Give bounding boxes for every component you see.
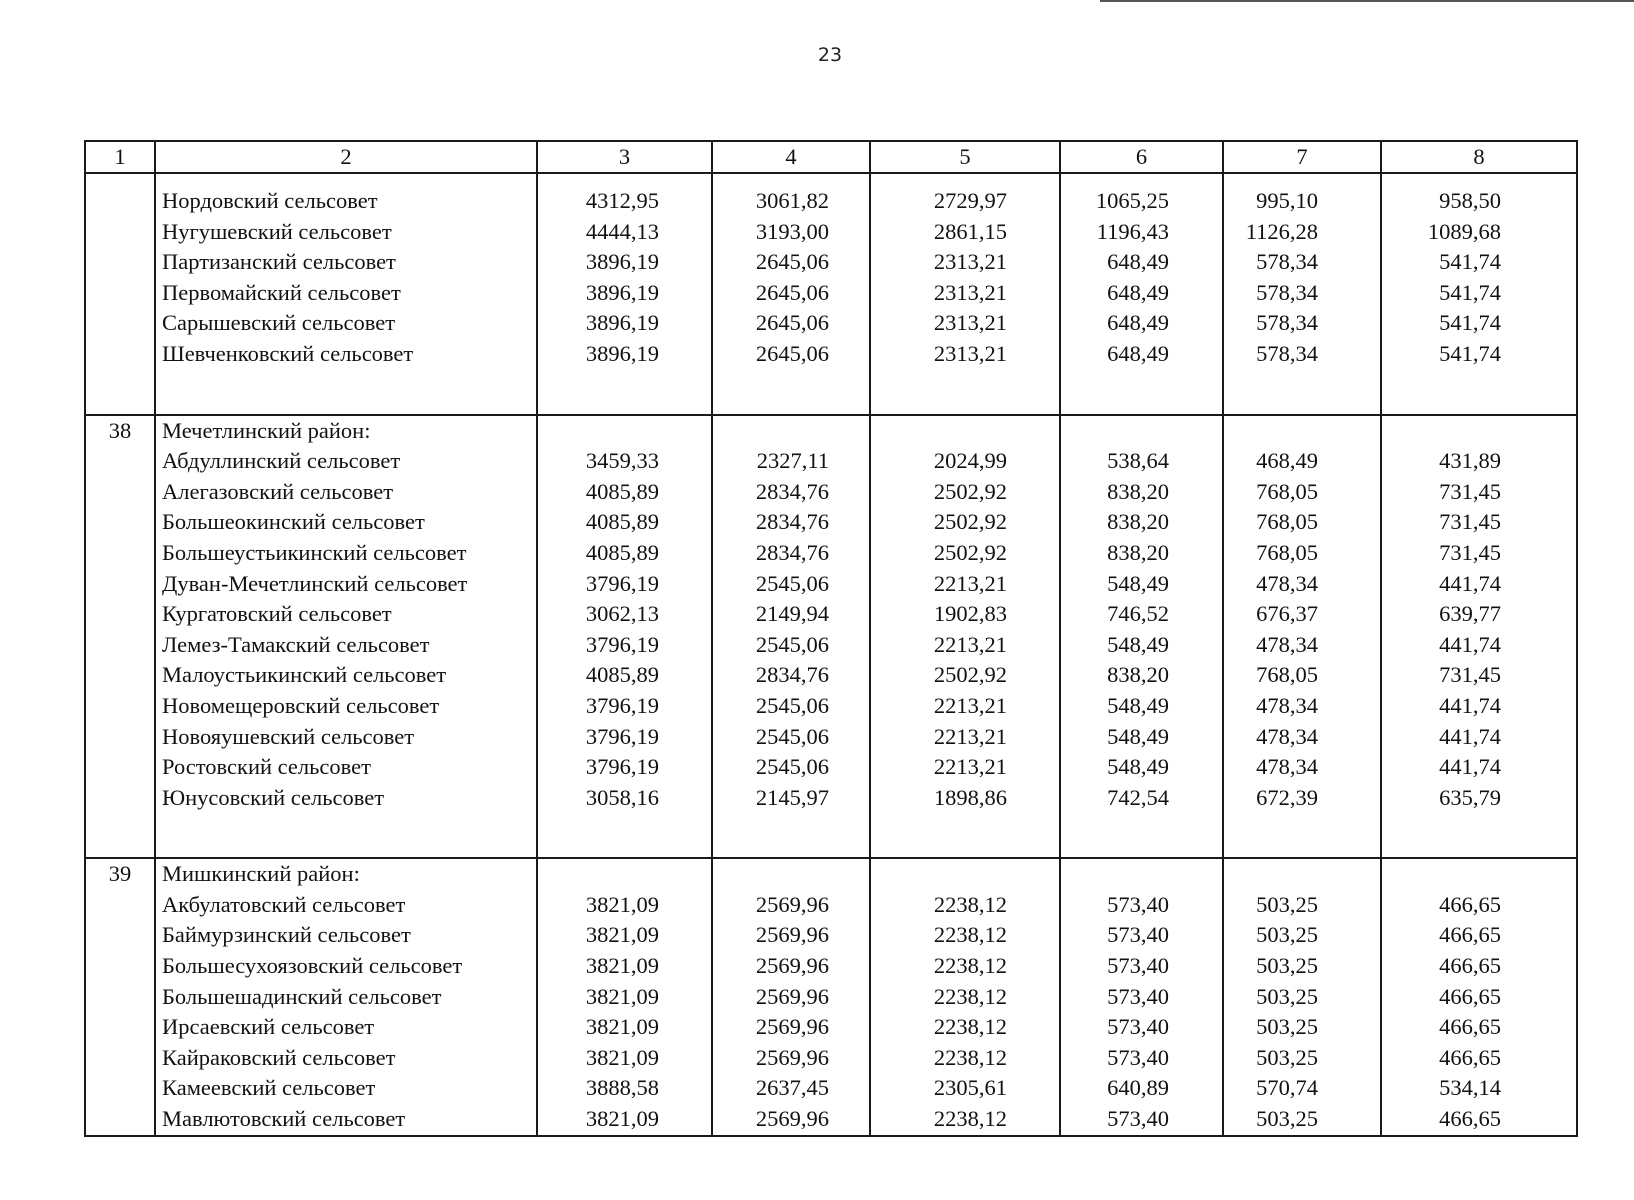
value-col-6: 548,49 [1060,722,1223,753]
empty-cell [537,415,712,447]
value-col-4: 2645,06 [712,308,870,339]
value-col-3: 4444,13 [537,217,712,248]
spacer-cell [537,370,712,415]
value-col-6: 548,49 [1060,752,1223,783]
value-col-3: 3896,19 [537,247,712,278]
value-col-4: 2569,96 [712,1043,870,1074]
value-col-8: 541,74 [1381,308,1577,339]
empty-cell [1060,415,1223,447]
value-col-4: 2834,76 [712,660,870,691]
value-col-7: 995,10 [1223,186,1381,217]
value-col-4: 3061,82 [712,186,870,217]
settlement-name: Нугушевский сельсовет [155,217,537,248]
spacer-cell [870,370,1060,415]
column-header: 3 [537,141,712,173]
value-col-3: 4085,89 [537,660,712,691]
value-col-4: 2637,45 [712,1073,870,1104]
table-row [85,339,1577,370]
value-col-4: 2569,96 [712,920,870,951]
value-col-8: 466,65 [1381,890,1577,921]
spacer-cell [155,813,537,858]
settlement-name: Сарышевский сельсовет [155,308,537,339]
value-col-7: 768,05 [1223,477,1381,508]
spacer-cell [537,813,712,858]
district-title: Мишкинский район: [155,858,537,890]
value-col-7: 503,25 [1223,982,1381,1013]
table-row [85,1012,1577,1043]
settlement-name: Камеевский сельсовет [155,1073,537,1104]
value-col-4: 2545,06 [712,569,870,600]
settlement-name: Партизанский сельсовет [155,247,537,278]
settlement-name: Большешадинский сельсовет [155,982,537,1013]
value-col-3: 3062,13 [537,599,712,630]
value-col-6: 538,64 [1060,446,1223,477]
row-number-cell [85,920,155,951]
row-number-cell [85,752,155,783]
value-col-3: 3821,09 [537,1012,712,1043]
value-col-5: 2238,12 [870,1012,1060,1043]
table-row [85,569,1577,600]
value-col-8: 466,65 [1381,1104,1577,1136]
value-col-3: 3896,19 [537,278,712,309]
empty-cell [1381,415,1577,447]
value-col-5: 2213,21 [870,752,1060,783]
value-col-5: 2238,12 [870,920,1060,951]
value-col-6: 548,49 [1060,569,1223,600]
settlement-name: Юнусовский сельсовет [155,783,537,814]
district-number: 38 [85,415,155,447]
value-col-3: 3796,19 [537,691,712,722]
spacer-cell [1381,370,1577,415]
value-col-5: 2238,12 [870,1043,1060,1074]
value-col-5: 2213,21 [870,569,1060,600]
value-col-6: 548,49 [1060,691,1223,722]
value-col-7: 768,05 [1223,538,1381,569]
settlement-name: Новомещеровский сельсовет [155,691,537,722]
value-col-6: 573,40 [1060,1043,1223,1074]
table-row [85,186,1577,217]
value-col-8: 441,74 [1381,630,1577,661]
row-number-cell [85,722,155,753]
value-col-4: 2569,96 [712,982,870,1013]
district-title: Мечетлинский район: [155,415,537,447]
spacer-cell [870,173,1060,186]
value-col-8: 441,74 [1381,691,1577,722]
spacer-cell [1060,173,1223,186]
table-row [85,1104,1577,1136]
value-col-5: 2313,21 [870,278,1060,309]
empty-cell [1223,858,1381,890]
value-col-6: 838,20 [1060,477,1223,508]
row-number-cell [85,186,155,217]
value-col-5: 2729,97 [870,186,1060,217]
value-col-5: 2502,92 [870,477,1060,508]
value-col-4: 2327,11 [712,446,870,477]
table-row [85,982,1577,1013]
spacer-cell [1223,173,1381,186]
settlement-name: Абдуллинский сельсовет [155,446,537,477]
value-col-8: 441,74 [1381,722,1577,753]
value-col-5: 2024,99 [870,446,1060,477]
value-col-5: 2213,21 [870,691,1060,722]
value-col-7: 503,25 [1223,1104,1381,1136]
district-title-row [85,415,1577,447]
value-col-3: 3459,33 [537,446,712,477]
value-col-7: 503,25 [1223,890,1381,921]
value-col-8: 639,77 [1381,599,1577,630]
settlement-name: Шевченковский сельсовет [155,339,537,370]
value-col-8: 466,65 [1381,951,1577,982]
value-col-6: 838,20 [1060,538,1223,569]
settlement-name: Мавлютовский сельсовет [155,1104,537,1136]
value-col-7: 478,34 [1223,722,1381,753]
value-col-3: 3796,19 [537,630,712,661]
value-col-6: 746,52 [1060,599,1223,630]
row-number-cell [85,247,155,278]
value-col-7: 478,34 [1223,630,1381,661]
table-row [85,278,1577,309]
value-col-8: 541,74 [1381,247,1577,278]
value-col-6: 838,20 [1060,507,1223,538]
row-number-cell [85,1012,155,1043]
district-title-row [85,858,1577,890]
column-number-header-row [85,141,1577,173]
value-col-5: 2502,92 [870,538,1060,569]
value-col-3: 3888,58 [537,1073,712,1104]
value-col-8: 441,74 [1381,752,1577,783]
settlement-name: Дуван-Мечетлинский сельсовет [155,569,537,600]
table-row [85,1043,1577,1074]
tariff-table [84,140,1578,1137]
table-row [85,722,1577,753]
spacer-cell [1060,370,1223,415]
settlement-name: Кайраковский сельсовет [155,1043,537,1074]
value-col-6: 742,54 [1060,783,1223,814]
value-col-4: 2834,76 [712,477,870,508]
row-number-cell [85,951,155,982]
value-col-6: 648,49 [1060,308,1223,339]
value-col-5: 2238,12 [870,951,1060,982]
value-col-3: 3896,19 [537,339,712,370]
value-col-3: 4312,95 [537,186,712,217]
spacer-cell [712,173,870,186]
value-col-7: 478,34 [1223,752,1381,783]
column-header: 5 [870,141,1060,173]
empty-cell [870,858,1060,890]
table-row [85,783,1577,814]
row-number-cell [85,783,155,814]
table-row [85,217,1577,248]
settlement-name: Ростовский сельсовет [155,752,537,783]
value-col-6: 838,20 [1060,660,1223,691]
value-col-6: 573,40 [1060,1104,1223,1136]
value-col-5: 2313,21 [870,308,1060,339]
spacer-cell [1381,813,1577,858]
empty-cell [1060,858,1223,890]
value-col-6: 640,89 [1060,1073,1223,1104]
spacer-cell [537,173,712,186]
spacer-cell [1381,173,1577,186]
value-col-6: 1196,43 [1060,217,1223,248]
value-col-4: 2834,76 [712,507,870,538]
table-row [85,660,1577,691]
value-col-6: 573,40 [1060,1012,1223,1043]
column-header: 1 [85,141,155,173]
row-number-cell [85,339,155,370]
value-col-7: 478,34 [1223,691,1381,722]
row-number-cell [85,599,155,630]
value-col-6: 573,40 [1060,951,1223,982]
value-col-5: 2238,12 [870,1104,1060,1136]
settlement-name: Акбулатовский сельсовет [155,890,537,921]
value-col-6: 573,40 [1060,982,1223,1013]
spacer-cell [85,173,155,186]
column-header: 4 [712,141,870,173]
value-col-3: 3821,09 [537,1104,712,1136]
settlement-name: Первомайский сельсовет [155,278,537,309]
value-col-8: 731,45 [1381,477,1577,508]
top-edge-rule [1100,0,1634,2]
value-col-5: 1902,83 [870,599,1060,630]
table-row [85,247,1577,278]
row-number-cell [85,1104,155,1136]
value-col-8: 731,45 [1381,507,1577,538]
row-number-cell [85,308,155,339]
value-col-6: 648,49 [1060,278,1223,309]
value-col-4: 2645,06 [712,247,870,278]
spacer-cell [712,370,870,415]
table-row [85,599,1577,630]
value-col-6: 1065,25 [1060,186,1223,217]
value-col-3: 4085,89 [537,507,712,538]
row-number-cell [85,691,155,722]
value-col-5: 2313,21 [870,339,1060,370]
value-col-7: 578,34 [1223,308,1381,339]
value-col-6: 648,49 [1060,339,1223,370]
value-col-4: 2545,06 [712,630,870,661]
settlement-name: Баймурзинский сельсовет [155,920,537,951]
value-col-3: 3821,09 [537,920,712,951]
value-col-6: 648,49 [1060,247,1223,278]
value-col-6: 573,40 [1060,890,1223,921]
row-number-cell [85,446,155,477]
table-row [85,446,1577,477]
value-col-4: 2569,96 [712,1012,870,1043]
value-col-4: 2569,96 [712,890,870,921]
value-col-5: 2238,12 [870,890,1060,921]
value-col-5: 2313,21 [870,247,1060,278]
table-row [85,890,1577,921]
value-col-5: 2213,21 [870,722,1060,753]
value-col-7: 1126,28 [1223,217,1381,248]
row-number-cell [85,890,155,921]
column-header: 6 [1060,141,1223,173]
value-col-7: 503,25 [1223,920,1381,951]
group-bottom-spacer [85,813,1577,858]
value-col-4: 2645,06 [712,339,870,370]
settlement-name: Нордовский сельсовет [155,186,537,217]
value-col-4: 2834,76 [712,538,870,569]
value-col-8: 466,65 [1381,1043,1577,1074]
value-col-5: 1898,86 [870,783,1060,814]
spacer-cell [712,813,870,858]
table-row [85,1073,1577,1104]
value-col-3: 3821,09 [537,982,712,1013]
value-col-8: 731,45 [1381,660,1577,691]
group-bottom-spacer [85,370,1577,415]
settlement-name: Ирсаевский сельсовет [155,1012,537,1043]
value-col-3: 3796,19 [537,569,712,600]
table-row [85,477,1577,508]
row-number-cell [85,217,155,248]
value-col-8: 466,65 [1381,1012,1577,1043]
value-col-3: 3058,16 [537,783,712,814]
value-col-7: 578,34 [1223,247,1381,278]
spacer-cell [155,173,537,186]
row-number-cell [85,660,155,691]
settlement-name: Лемез-Тамакский сельсовет [155,630,537,661]
row-number-cell [85,982,155,1013]
value-col-7: 503,25 [1223,1012,1381,1043]
value-col-7: 478,34 [1223,569,1381,600]
empty-cell [712,415,870,447]
value-col-5: 2238,12 [870,982,1060,1013]
value-col-4: 3193,00 [712,217,870,248]
row-number-cell [85,1073,155,1104]
value-col-7: 672,39 [1223,783,1381,814]
page-number: 23 [817,44,843,66]
value-col-8: 431,89 [1381,446,1577,477]
value-col-7: 503,25 [1223,951,1381,982]
settlement-name: Большеокинский сельсовет [155,507,537,538]
row-number-cell [85,630,155,661]
value-col-5: 2502,92 [870,660,1060,691]
value-col-4: 2569,96 [712,951,870,982]
value-col-7: 570,74 [1223,1073,1381,1104]
empty-cell [537,858,712,890]
value-col-4: 2569,96 [712,1104,870,1136]
value-col-5: 2213,21 [870,630,1060,661]
settlement-name: Большеустьикинский сельсовет [155,538,537,569]
value-col-4: 2149,94 [712,599,870,630]
table-row [85,308,1577,339]
value-col-4: 2145,97 [712,783,870,814]
value-col-3: 3821,09 [537,890,712,921]
spacer-cell [1223,813,1381,858]
table-row [85,920,1577,951]
value-col-3: 4085,89 [537,477,712,508]
value-col-5: 2861,15 [870,217,1060,248]
row-number-cell [85,569,155,600]
value-col-8: 534,14 [1381,1073,1577,1104]
value-col-5: 2502,92 [870,507,1060,538]
table-row [85,752,1577,783]
table-row [85,630,1577,661]
value-col-4: 2545,06 [712,691,870,722]
settlement-name: Кургатовский сельсовет [155,599,537,630]
spacer-cell [155,370,537,415]
settlement-name: Алегазовский сельсовет [155,477,537,508]
row-number-cell [85,477,155,508]
value-col-6: 573,40 [1060,920,1223,951]
value-col-5: 2305,61 [870,1073,1060,1104]
table-row [85,507,1577,538]
value-col-4: 2545,06 [712,722,870,753]
value-col-7: 578,34 [1223,278,1381,309]
settlement-name: Новояушевский сельсовет [155,722,537,753]
value-col-3: 3796,19 [537,752,712,783]
spacer-cell [1223,370,1381,415]
value-col-8: 441,74 [1381,569,1577,600]
column-header: 7 [1223,141,1381,173]
value-col-8: 1089,68 [1381,217,1577,248]
group-top-spacer [85,173,1577,186]
district-number: 39 [85,858,155,890]
settlement-name: Большесухоязовский сельсовет [155,951,537,982]
value-col-3: 3821,09 [537,951,712,982]
value-col-8: 541,74 [1381,339,1577,370]
empty-cell [1223,415,1381,447]
table-body [85,141,1577,1136]
value-col-7: 676,37 [1223,599,1381,630]
empty-cell [870,415,1060,447]
settlement-name: Малоустьикинский сельсовет [155,660,537,691]
table-row [85,951,1577,982]
value-col-3: 3796,19 [537,722,712,753]
value-col-8: 541,74 [1381,278,1577,309]
column-header: 2 [155,141,537,173]
value-col-3: 4085,89 [537,538,712,569]
value-col-6: 548,49 [1060,630,1223,661]
spacer-cell [85,370,155,415]
empty-cell [1381,858,1577,890]
spacer-cell [85,813,155,858]
value-col-8: 958,50 [1381,186,1577,217]
value-col-7: 503,25 [1223,1043,1381,1074]
value-col-8: 466,65 [1381,982,1577,1013]
value-col-7: 468,49 [1223,446,1381,477]
value-col-7: 578,34 [1223,339,1381,370]
table-row [85,691,1577,722]
value-col-8: 731,45 [1381,538,1577,569]
spacer-cell [1060,813,1223,858]
column-header: 8 [1381,141,1577,173]
value-col-8: 466,65 [1381,920,1577,951]
value-col-8: 635,79 [1381,783,1577,814]
value-col-7: 768,05 [1223,660,1381,691]
row-number-cell [85,1043,155,1074]
value-col-3: 3896,19 [537,308,712,339]
value-col-3: 3821,09 [537,1043,712,1074]
row-number-cell [85,507,155,538]
value-col-4: 2645,06 [712,278,870,309]
empty-cell [712,858,870,890]
row-number-cell [85,278,155,309]
spacer-cell [870,813,1060,858]
table-row [85,538,1577,569]
row-number-cell [85,538,155,569]
value-col-7: 768,05 [1223,507,1381,538]
value-col-4: 2545,06 [712,752,870,783]
